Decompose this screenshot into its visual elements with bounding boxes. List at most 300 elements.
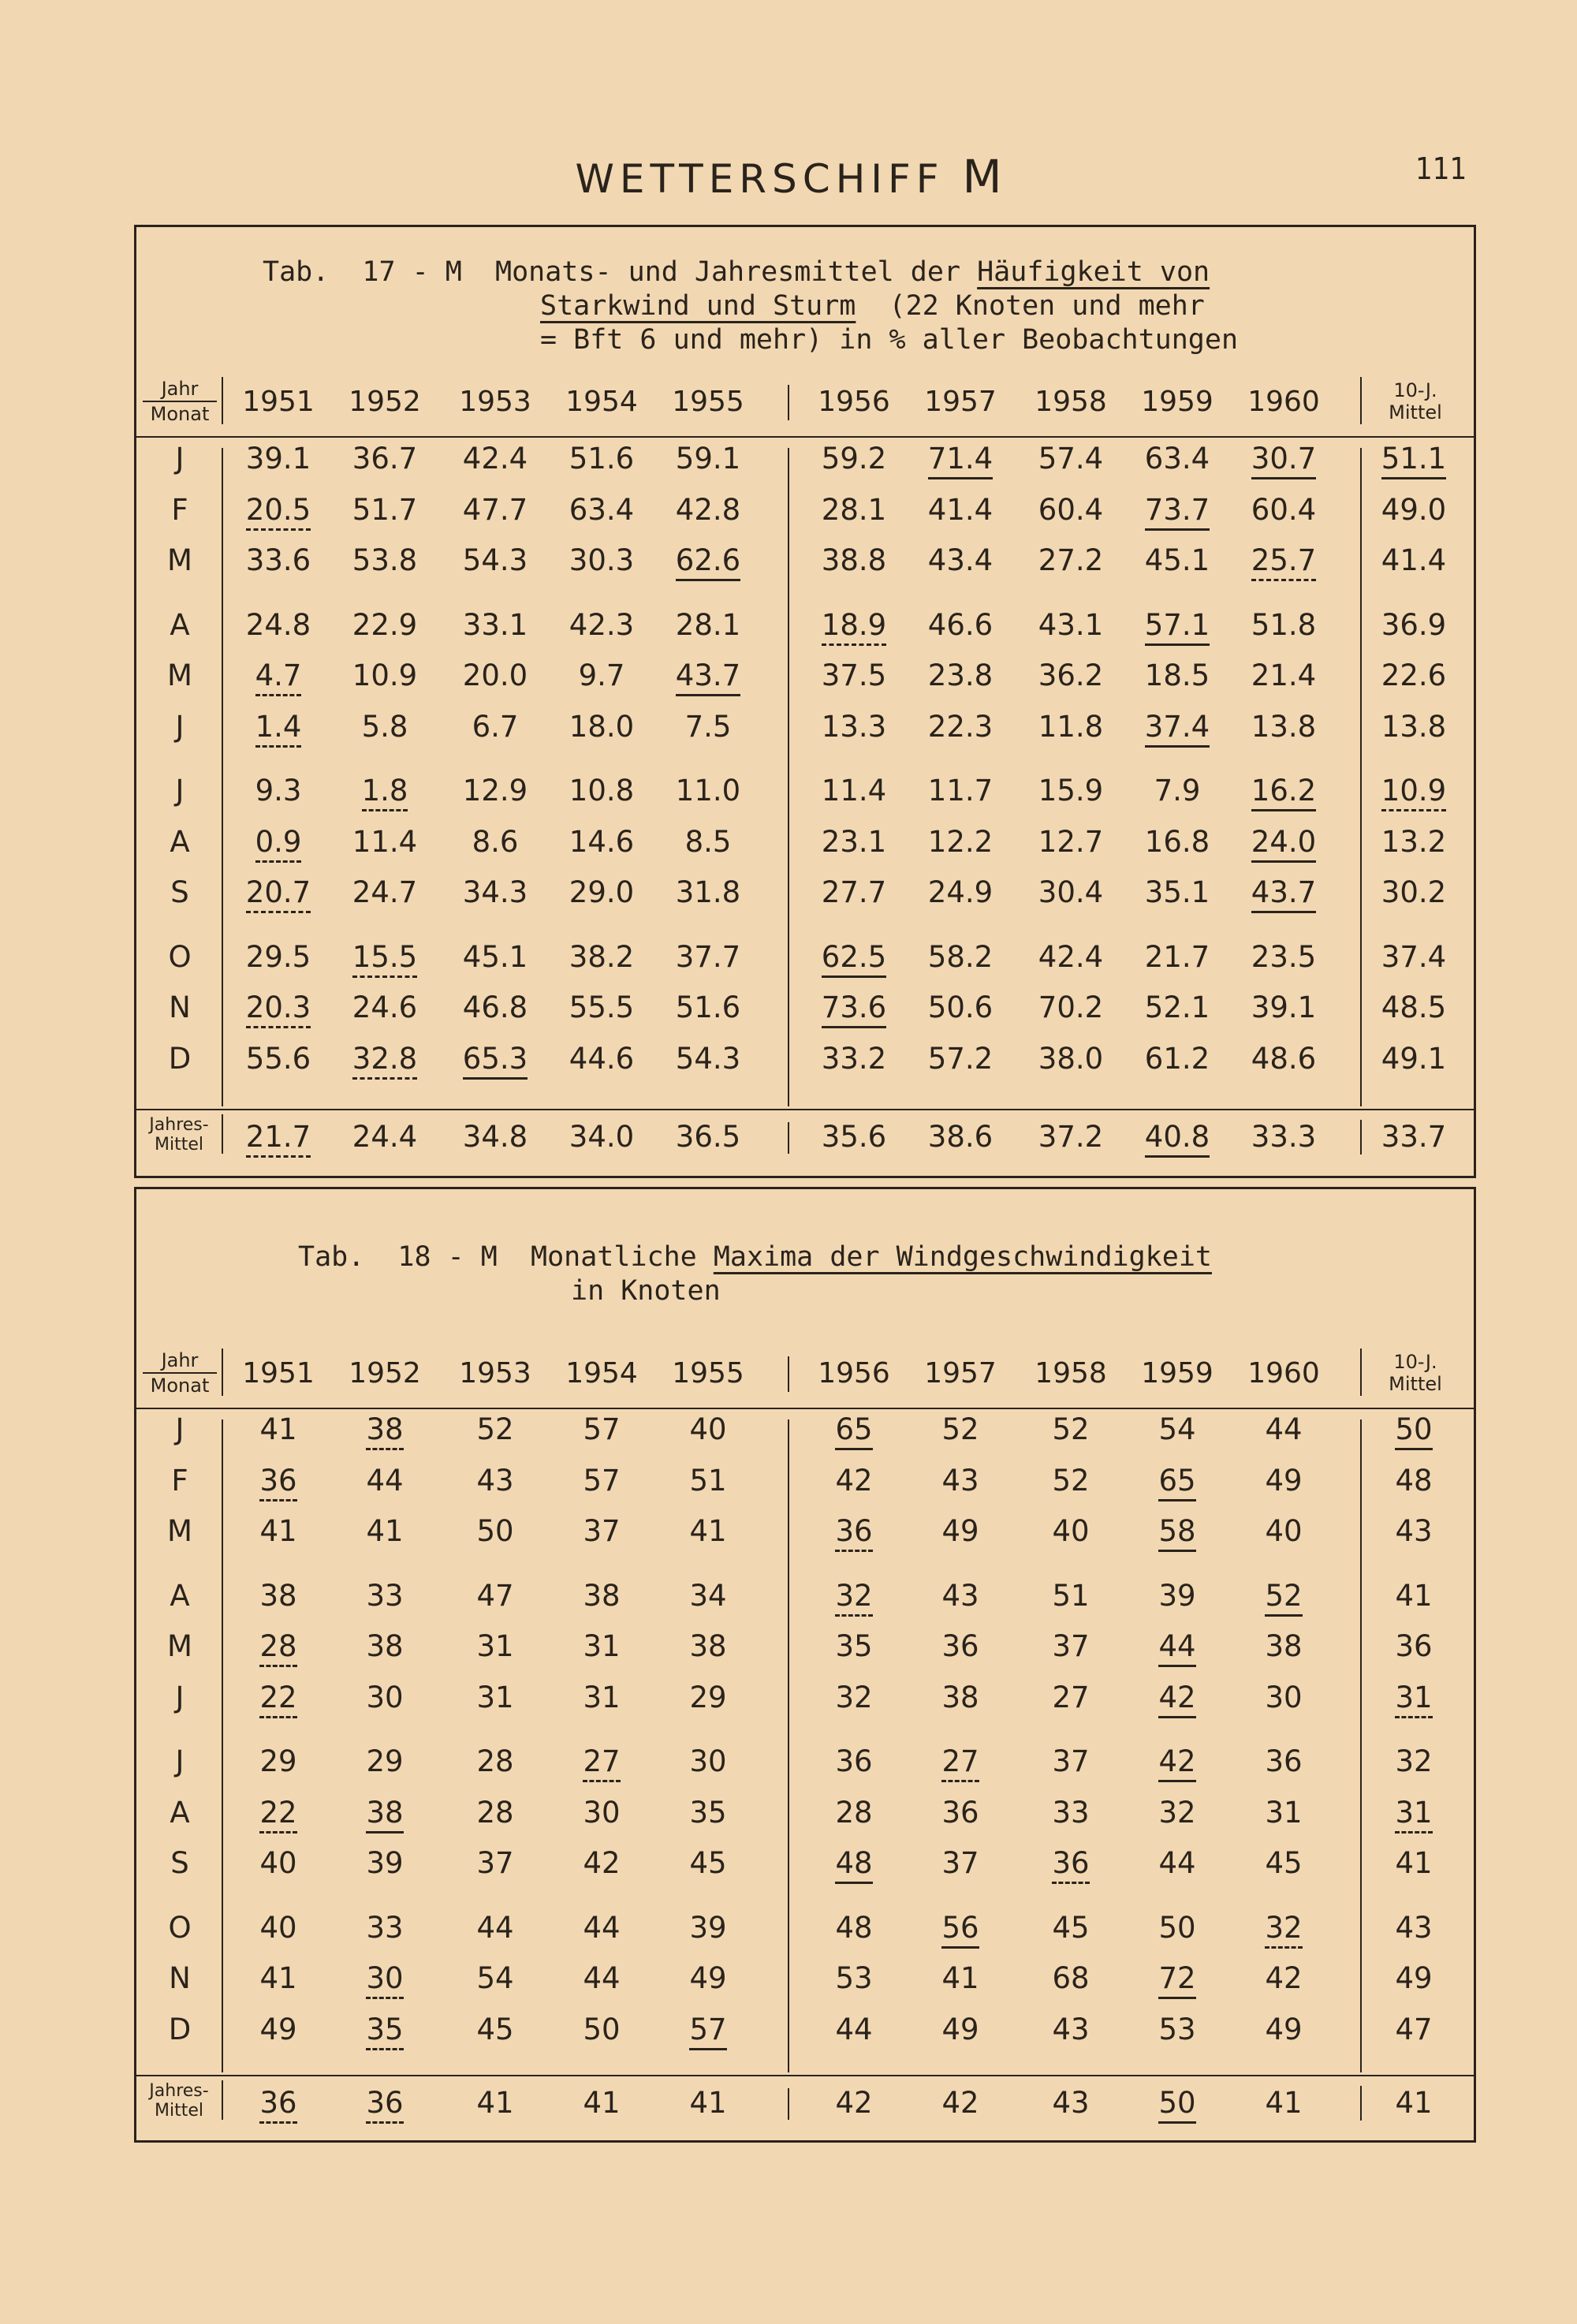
table-cell: [653, 2013, 763, 2046]
cell-value: 41.4: [927, 492, 994, 527]
table-cell: [1122, 1412, 1232, 1446]
table-cell: [1016, 442, 1126, 476]
corner-header: [143, 1349, 217, 1397]
month-label: M: [167, 543, 192, 577]
table-cell: [440, 2013, 550, 2046]
annual-label: [140, 2081, 218, 2121]
cell-value: 42.8: [675, 492, 741, 527]
ten-year-mean-header: [1368, 1351, 1463, 1395]
table-cell: [1016, 1681, 1126, 1714]
table-cell: [223, 710, 334, 744]
table-cell: [905, 442, 1016, 476]
cell-value: 44: [1265, 1412, 1303, 1446]
cell-value: 61.2: [1144, 1041, 1210, 1076]
table-cell: [653, 658, 763, 692]
cell-value: 10.9: [1381, 774, 1446, 811]
table-cell: [905, 875, 1016, 909]
cell-value: 13.8: [1381, 709, 1447, 744]
table-cell: [1228, 608, 1339, 642]
annual-cell: [1016, 2086, 1126, 2120]
cell-value: 65: [835, 1412, 872, 1450]
cell-value: 36: [1395, 1629, 1433, 1663]
table-18: [134, 1187, 1476, 2143]
table-cell: [1359, 1744, 1469, 1778]
table-cell: [653, 1681, 763, 1714]
cell-value: 42: [583, 1846, 621, 1880]
corner-jahr: Jahr: [143, 1349, 217, 1374]
mean-label-1: 10-J.: [1393, 1351, 1437, 1373]
table-cell: [546, 1744, 657, 1778]
table-cell: [223, 774, 334, 808]
month-label: F: [171, 1463, 188, 1498]
cell-value: 36: [1265, 1744, 1303, 1778]
month-label: D: [168, 1041, 192, 1076]
cell-value: 1.8: [362, 774, 408, 811]
table-cell: [653, 990, 763, 1024]
table-cell: [546, 608, 657, 642]
year-header: 1954: [565, 386, 638, 418]
year-header: 1955: [672, 1357, 744, 1390]
cell-value: 62.6: [676, 543, 740, 581]
table-cell: [1228, 1961, 1339, 1995]
table-cell: [1016, 658, 1126, 692]
table-cell: [1122, 1629, 1232, 1663]
cell-value: 36: [259, 2086, 296, 2124]
cell-value: 32: [1395, 1744, 1433, 1778]
cell-value: 27: [1052, 1680, 1090, 1714]
cell-value: 24.6: [352, 990, 418, 1024]
cell-value: 11.0: [675, 774, 741, 808]
cell-value: 65: [1158, 1464, 1195, 1501]
cell-value: 36: [835, 1514, 872, 1552]
cell-value: 39.1: [1251, 990, 1317, 1024]
table-cell: [1016, 1911, 1126, 1945]
table-cell: [440, 1681, 550, 1714]
cell-value: 32: [1158, 1795, 1196, 1830]
cell-value: 51.7: [352, 492, 418, 527]
table-cell: [330, 1629, 440, 1663]
cell-value: 51.6: [675, 990, 741, 1024]
cell-value: 47: [476, 1578, 514, 1613]
table-17-caption-line2: [540, 289, 1205, 323]
table-cell: [799, 1464, 909, 1498]
table-cell: [546, 1846, 657, 1880]
table-cell: [1359, 1911, 1469, 1945]
table-cell: [1016, 774, 1126, 808]
cell-value: 37.4: [1145, 710, 1210, 748]
table-cell: [799, 774, 909, 808]
table-cell: [223, 990, 334, 1024]
table-cell: [1228, 1464, 1339, 1498]
table-cell: [546, 990, 657, 1024]
table-cell: [1122, 1514, 1232, 1548]
cell-value: 32.8: [352, 1042, 417, 1080]
table-cell: [799, 990, 909, 1024]
table-cell: [653, 1846, 763, 1880]
cell-value: 49.1: [1381, 1041, 1447, 1076]
cell-value: 32: [1265, 1911, 1302, 1949]
cell-value: 16.8: [1144, 824, 1210, 859]
table-cell: [440, 1911, 550, 1945]
table-cell: [440, 1629, 550, 1663]
table-cell: [653, 1464, 763, 1498]
cell-value: 36: [835, 1744, 873, 1778]
table-cell: [1359, 1629, 1469, 1663]
table-cell: [799, 1629, 909, 1663]
table-cell: [440, 825, 550, 859]
table-cell: [1228, 1579, 1339, 1613]
month-label: M: [167, 1629, 192, 1663]
table-cell: [653, 442, 763, 476]
table-cell: [905, 1911, 1016, 1945]
table-cell: [1016, 1744, 1126, 1778]
table-cell: [546, 710, 657, 744]
table-cell: [799, 825, 909, 859]
table-cell: [223, 608, 334, 642]
cell-value: 41: [259, 1412, 297, 1446]
table-cell: [1228, 875, 1339, 909]
cell-value: 43.1: [1038, 607, 1104, 642]
table-cell: [330, 1412, 440, 1446]
year-header: 1953: [459, 386, 531, 418]
table-cell: [440, 1796, 550, 1830]
cell-value: 49: [1265, 1463, 1303, 1498]
cell-value: 24.4: [352, 1120, 418, 1154]
page-header: [0, 150, 1577, 203]
table-cell: [1122, 493, 1232, 527]
table-cell: [799, 442, 909, 476]
cell-value: 25.7: [1251, 543, 1316, 581]
cell-value: 43: [941, 1578, 979, 1613]
month-label: J: [175, 1412, 185, 1446]
table-cell: [905, 658, 1016, 692]
cell-value: 55.5: [569, 990, 635, 1024]
cell-value: 29.0: [569, 875, 635, 909]
cell-value: 38: [689, 1629, 727, 1663]
table-cell: [440, 1042, 550, 1076]
table-cell: [1122, 1579, 1232, 1613]
table-cell: [546, 543, 657, 577]
cell-value: 28.1: [821, 492, 887, 527]
cell-value: 33: [366, 1910, 404, 1945]
table-cell: [330, 1464, 440, 1498]
table-cell: [223, 1629, 334, 1663]
table-cell: [1359, 543, 1469, 577]
table-cell: [330, 1681, 440, 1714]
table-cell: [1228, 1514, 1339, 1548]
cell-value: 37: [941, 1846, 979, 1880]
mean-label-2: Mittel: [1389, 1373, 1442, 1395]
cell-value: 12.2: [927, 824, 994, 859]
cell-value: 27: [941, 1744, 979, 1782]
table-cell: [1122, 710, 1232, 744]
cell-value: 57.1: [1145, 608, 1210, 646]
cell-value: 44: [366, 1463, 404, 1498]
cell-value: 23.5: [1251, 939, 1317, 974]
cell-value: 24.0: [1251, 825, 1316, 863]
annual-cell: [905, 2086, 1016, 2120]
cell-value: 43.7: [676, 658, 740, 696]
page-number: 111: [1415, 151, 1467, 186]
table-rule: [788, 1356, 789, 1392]
cell-value: 52: [1052, 1412, 1090, 1446]
table-cell: [1228, 825, 1339, 859]
annual-label-1: Jahres-: [149, 2081, 209, 2101]
caption-text: Monats- und Jahresmittel der: [495, 256, 978, 288]
year-header: 1957: [924, 386, 997, 418]
table-cell: [1016, 1629, 1126, 1663]
table-cell: [905, 1846, 1016, 1880]
cell-value: 41: [689, 1514, 727, 1548]
cell-value: 10.9: [352, 658, 418, 692]
table-cell: [330, 774, 440, 808]
table-cell: [1359, 710, 1469, 744]
cell-value: 63.4: [1144, 442, 1210, 476]
table-rule: [136, 436, 1474, 438]
cell-value: 50: [1158, 2086, 1195, 2124]
month-label: F: [171, 492, 188, 527]
cell-value: 16.2: [1251, 774, 1316, 811]
table-cell: [905, 774, 1016, 808]
year-header: 1953: [459, 1357, 531, 1390]
cell-value: 30.4: [1038, 875, 1104, 909]
table-cell: [223, 1796, 334, 1830]
table-cell: [799, 543, 909, 577]
table-cell: [546, 875, 657, 909]
cell-value: 22.9: [352, 607, 418, 642]
cell-value: 60.4: [1251, 492, 1317, 527]
table-cell: [330, 1514, 440, 1548]
cell-value: 23.8: [927, 658, 994, 692]
year-header: 1958: [1035, 386, 1107, 418]
table-cell: [330, 1796, 440, 1830]
table-cell: [653, 825, 763, 859]
cell-value: 30: [366, 1961, 403, 1999]
cell-value: 49: [1395, 1961, 1433, 1995]
cell-value: 44: [1158, 1629, 1195, 1667]
annual-cell: [1122, 1120, 1232, 1154]
cell-value: 45.1: [1144, 543, 1210, 577]
cell-value: 41: [259, 1514, 297, 1548]
table-cell: [330, 990, 440, 1024]
year-header: 1960: [1247, 386, 1320, 418]
table-18-number: Tab. 18 - M: [298, 1241, 531, 1273]
table-cell: [799, 1681, 909, 1714]
annual-cell: [799, 2086, 909, 2120]
cell-value: 36.7: [352, 442, 418, 476]
annual-cell: [1359, 2086, 1469, 2120]
cell-value: 21.7: [1144, 939, 1210, 974]
table-cell: [653, 543, 763, 577]
table-cell: [1228, 774, 1339, 808]
month-label: A: [170, 1795, 190, 1830]
cell-value: 20.0: [462, 658, 528, 692]
table-cell: [905, 990, 1016, 1024]
cell-value: 38: [1265, 1629, 1303, 1663]
table-cell: [1359, 1412, 1469, 1446]
cell-value: 29.5: [245, 939, 311, 974]
cell-value: 39.1: [245, 442, 311, 476]
cell-value: 44.6: [569, 1041, 635, 1076]
table-cell: [653, 493, 763, 527]
cell-value: 38: [583, 1578, 621, 1613]
cell-value: 18.0: [569, 709, 635, 744]
table-rule: [788, 1122, 789, 1154]
table-cell: [1359, 2013, 1469, 2046]
table-cell: [546, 1579, 657, 1613]
cell-value: 22.3: [927, 709, 994, 744]
cell-value: 31: [1395, 1681, 1432, 1718]
table-cell: [905, 710, 1016, 744]
year-header: 1959: [1141, 386, 1214, 418]
table-cell: [1016, 1846, 1126, 1880]
month-label: J: [175, 1744, 185, 1778]
table-cell: [1228, 543, 1339, 577]
table-cell: [1228, 1911, 1339, 1945]
table-cell: [1016, 875, 1126, 909]
table-cell: [223, 543, 334, 577]
cell-value: 35: [835, 1629, 873, 1663]
table-cell: [905, 1412, 1016, 1446]
cell-value: 34.0: [569, 1120, 635, 1154]
table-cell: [799, 1846, 909, 1880]
table-cell: [1122, 940, 1232, 974]
cell-value: 42: [1158, 1681, 1195, 1718]
cell-value: 11.8: [1038, 709, 1104, 744]
annual-label: [140, 1115, 218, 1155]
cell-value: 51.1: [1381, 442, 1446, 479]
table-cell: [440, 774, 550, 808]
table-cell: [799, 608, 909, 642]
table-cell: [653, 608, 763, 642]
cell-value: 57: [583, 1463, 621, 1498]
table-cell: [440, 1744, 550, 1778]
table-cell: [653, 1796, 763, 1830]
cell-value: 33.1: [462, 607, 528, 642]
cell-value: 37.2: [1038, 1120, 1104, 1154]
cell-value: 24.7: [352, 875, 418, 909]
cell-value: 49: [689, 1961, 727, 1995]
corner-header: [143, 377, 217, 426]
annual-cell: [1122, 2086, 1232, 2120]
table-cell: [905, 1042, 1016, 1076]
cell-value: 18.9: [822, 608, 886, 646]
table-cell: [1016, 1412, 1126, 1446]
table-cell: [1122, 990, 1232, 1024]
table-cell: [905, 1744, 1016, 1778]
cell-value: 41: [1395, 2086, 1433, 2120]
month-label: J: [175, 442, 185, 476]
table-cell: [1016, 1961, 1126, 1995]
table-cell: [1122, 1911, 1232, 1945]
cell-value: 58.2: [927, 939, 994, 974]
table-cell: [1122, 1464, 1232, 1498]
cell-value: 41: [366, 1514, 404, 1548]
cell-value: 13.8: [1251, 709, 1317, 744]
cell-value: 43: [476, 1463, 514, 1498]
cell-value: 30: [689, 1744, 727, 1778]
cell-value: 70.2: [1038, 990, 1104, 1024]
cell-value: 11.4: [352, 824, 418, 859]
cell-value: 21.7: [246, 1120, 311, 1158]
cell-value: 36.5: [675, 1120, 741, 1154]
table-cell: [330, 442, 440, 476]
table-cell: [1122, 2013, 1232, 2046]
annual-label-2: Mittel: [155, 2101, 203, 2121]
cell-value: 36.9: [1381, 607, 1447, 642]
cell-value: 41: [1265, 2086, 1303, 2120]
cell-value: 41.4: [1381, 543, 1447, 577]
caption-underlined: Häufigkeit von: [977, 256, 1210, 288]
cell-value: 44: [583, 1910, 621, 1945]
table-cell: [905, 825, 1016, 859]
table-cell: [223, 940, 334, 974]
table-cell: [223, 1464, 334, 1498]
cell-value: 54: [476, 1961, 514, 1995]
table-cell: [1122, 658, 1232, 692]
cell-value: 13.2: [1381, 824, 1447, 859]
cell-value: 18.5: [1144, 658, 1210, 692]
table-cell: [905, 1464, 1016, 1498]
cell-value: 12.9: [462, 774, 528, 808]
table-cell: [1228, 1629, 1339, 1663]
table-17: [134, 225, 1476, 1178]
cell-value: 11.7: [927, 774, 994, 808]
cell-value: 39: [1158, 1578, 1196, 1613]
cell-value: 38: [259, 1578, 297, 1613]
cell-value: 42.4: [462, 442, 528, 476]
table-cell: [1359, 493, 1469, 527]
cell-value: 28: [476, 1744, 514, 1778]
cell-value: 52.1: [1144, 990, 1210, 1024]
cell-value: 33: [366, 1578, 404, 1613]
cell-value: 35: [366, 2013, 403, 2050]
table-cell: [546, 1042, 657, 1076]
cell-value: 14.6: [569, 824, 635, 859]
cell-value: 45: [1052, 1910, 1090, 1945]
cell-value: 48: [835, 1846, 872, 1884]
table-cell: [1228, 1796, 1339, 1830]
table-rule: [788, 448, 789, 1106]
corner-jahr: Jahr: [143, 377, 217, 402]
cell-value: 53: [1158, 2012, 1196, 2046]
cell-value: 43.7: [1251, 875, 1316, 913]
cell-value: 62.5: [822, 940, 886, 978]
cell-value: 57: [689, 2013, 726, 2050]
table-cell: [1359, 1846, 1469, 1880]
table-cell: [440, 1846, 550, 1880]
annual-label-1: Jahres-: [149, 1115, 209, 1135]
table-cell: [546, 1464, 657, 1498]
cell-value: 52: [1052, 1463, 1090, 1498]
table-cell: [223, 1744, 334, 1778]
cell-value: 57.2: [927, 1041, 994, 1076]
cell-value: 36: [259, 1464, 296, 1501]
table-cell: [799, 940, 909, 974]
month-label: N: [169, 990, 191, 1024]
table-cell: [440, 543, 550, 577]
cell-value: 20.7: [246, 875, 311, 913]
cell-value: 40: [259, 1910, 297, 1945]
cell-value: 52: [941, 1412, 979, 1446]
year-header: 1959: [1141, 1357, 1214, 1390]
table-cell: [1016, 1042, 1126, 1076]
cell-value: 72: [1158, 1961, 1195, 1999]
table-cell: [330, 543, 440, 577]
table-17-caption: [263, 256, 1210, 289]
cell-value: 36: [941, 1795, 979, 1830]
annual-cell: [799, 1120, 909, 1154]
